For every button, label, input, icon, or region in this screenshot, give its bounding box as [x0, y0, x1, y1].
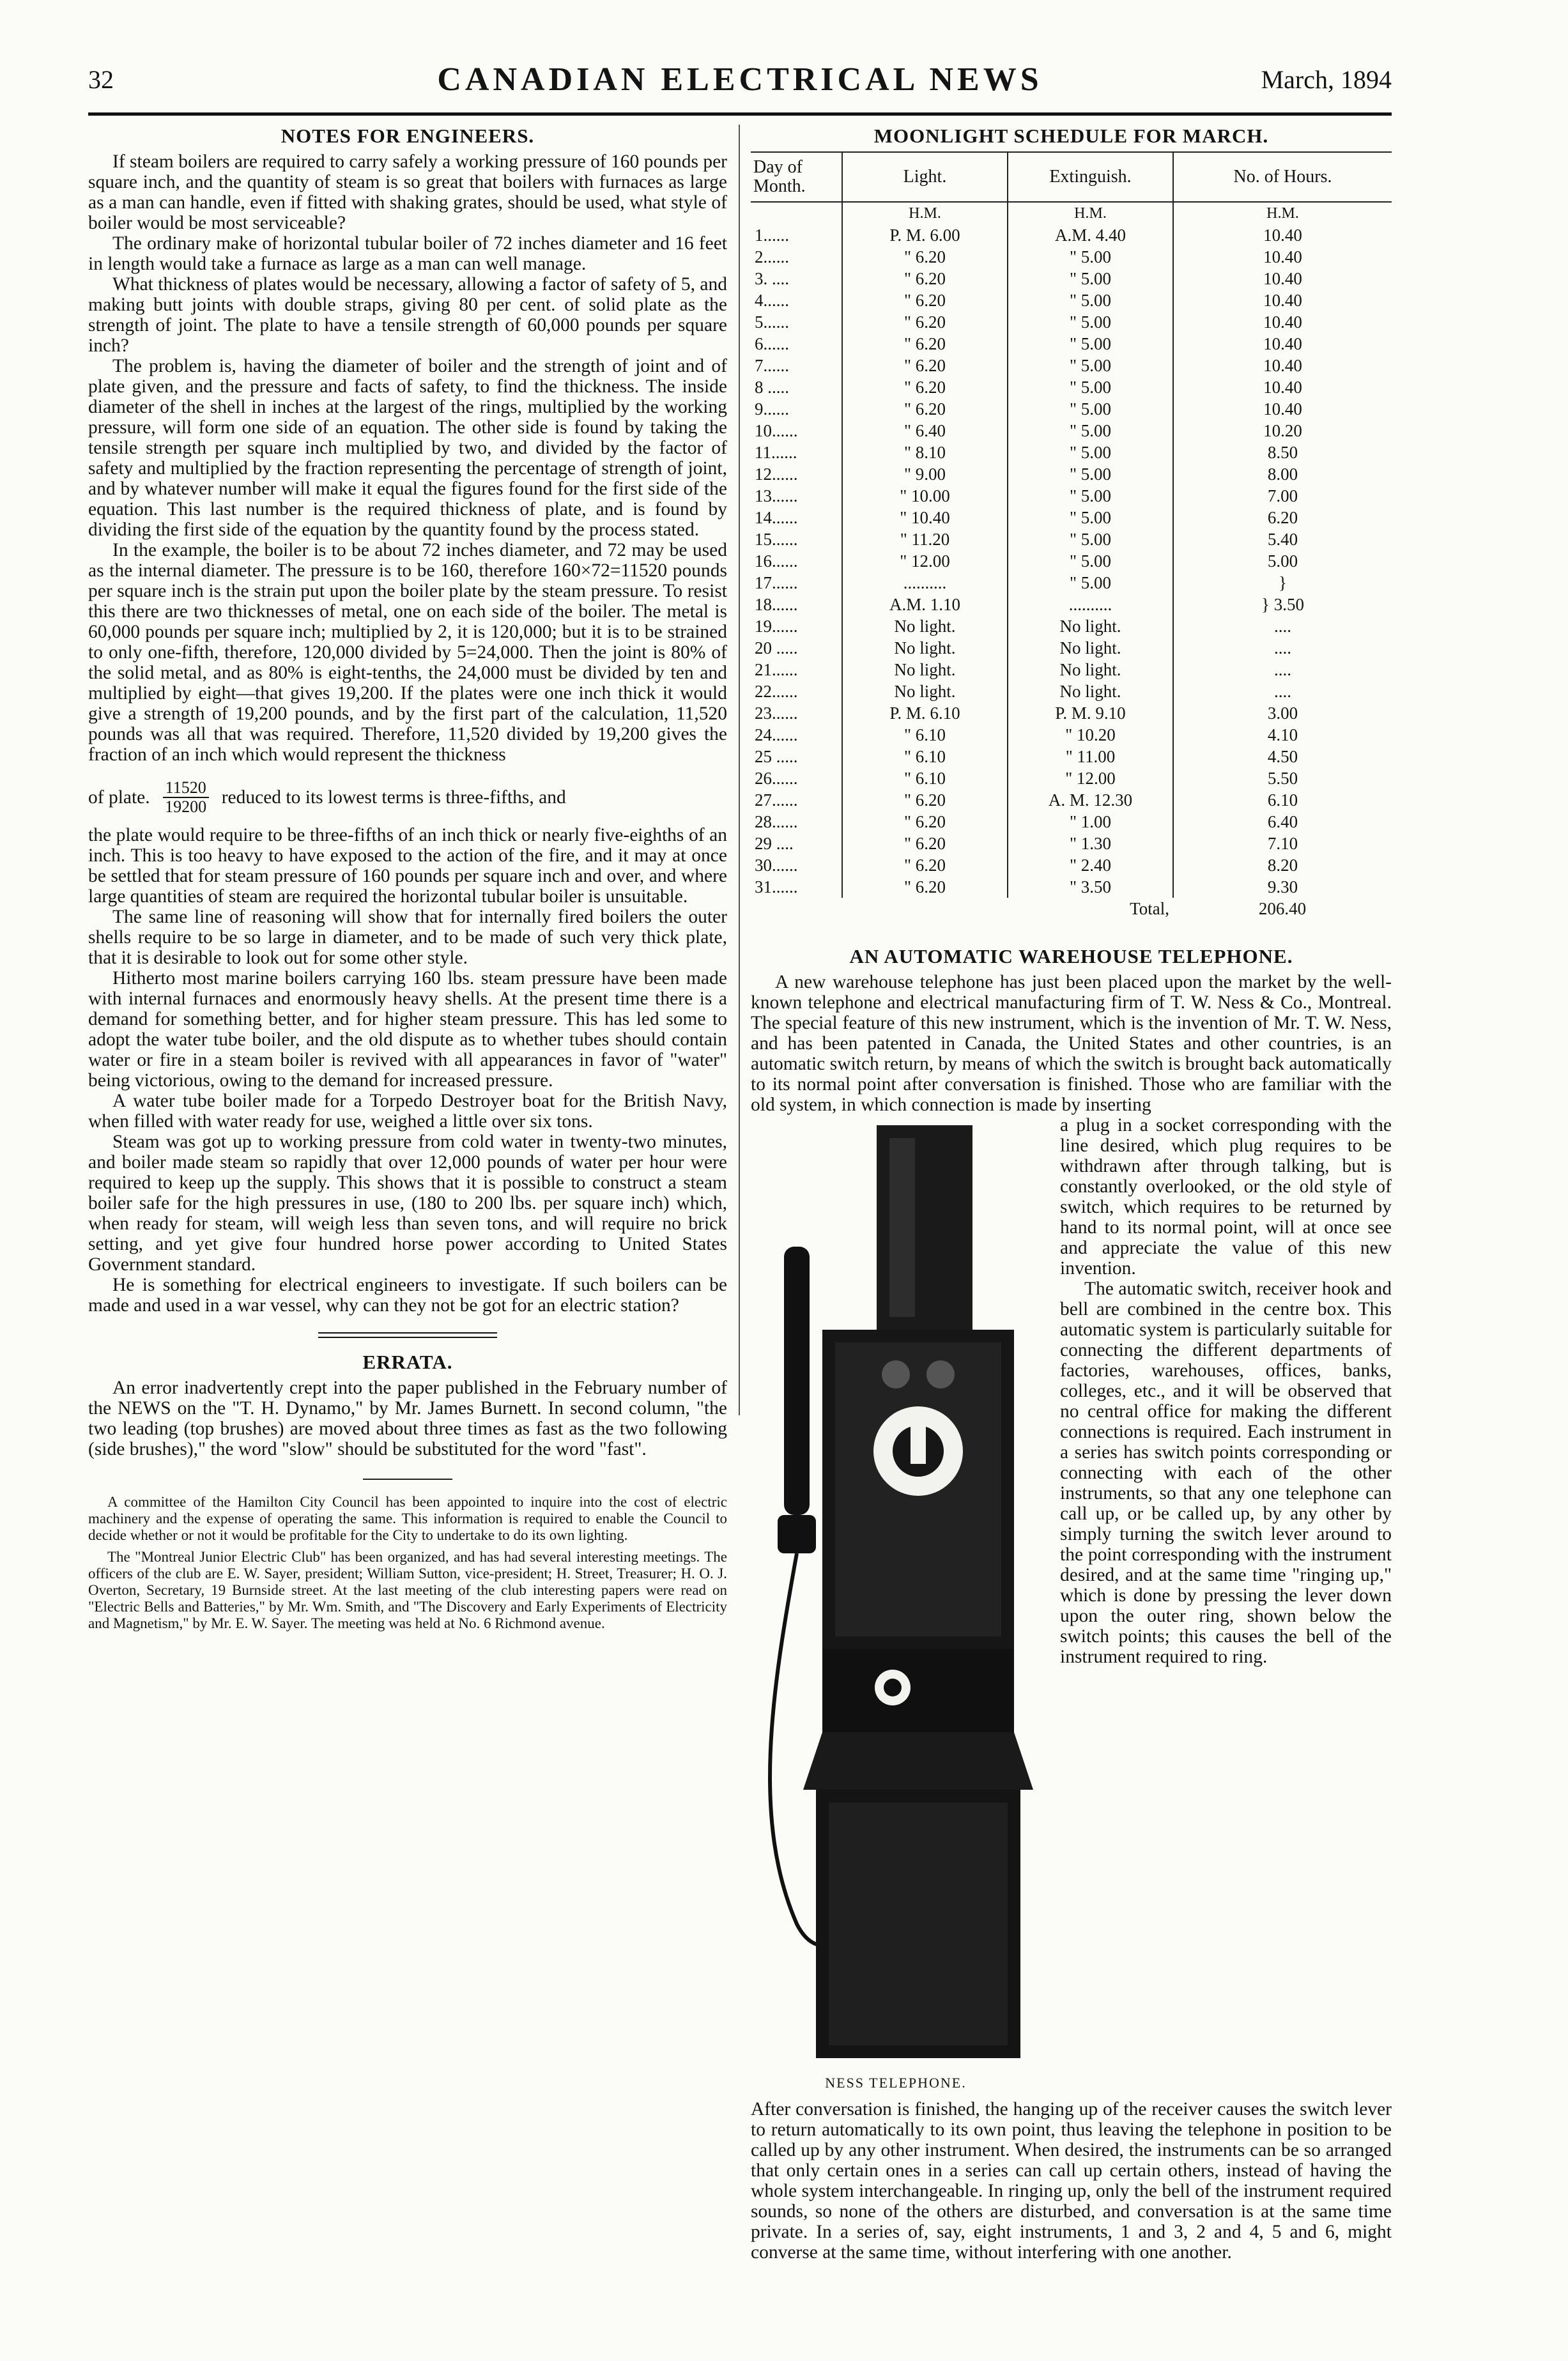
table-cell: " 5.00	[1008, 463, 1173, 485]
total-row	[751, 898, 1392, 919]
table-cell: 6......	[751, 333, 842, 355]
table-cell: " 5.00	[1008, 572, 1173, 594]
header-rule	[88, 112, 1392, 116]
table-cell: 2......	[751, 246, 842, 268]
unit-cell: H.M.	[1266, 205, 1299, 222]
column-header: Light.	[842, 152, 1008, 202]
table-cell: No light.	[842, 659, 1008, 681]
table-row	[751, 659, 1392, 681]
table-cell: 20 .....	[751, 637, 842, 659]
table-cell: 10.40	[1263, 312, 1302, 332]
unit-cell: H.M.	[1008, 202, 1173, 224]
fraction-numerator: 11520	[163, 779, 209, 798]
table-cell: 10.40	[1263, 247, 1302, 266]
table-cell: " 6.20	[842, 268, 1008, 289]
table-row	[751, 789, 1392, 811]
table-row	[751, 420, 1392, 442]
table-cell: " 5.00	[1008, 268, 1173, 289]
table-cell: 8.50	[1267, 443, 1298, 462]
news-note: A committee of the Hamilton City Council has been appointed to inquire into the cost of electric machinery and the expense of operating the same. This information is required to enable the Council to decide whether or not it would be profitable for the City to undertake to do its own lighting.	[88, 1494, 727, 1543]
table-cell: 16......	[751, 550, 842, 572]
table-cell: " 6.20	[842, 789, 1008, 811]
paragraph: What thickness of plates would be necessary, allowing a factor of safety of 5, and making butt joints with double straps, giving 80 per cent. of solid plate as the strength of joint. The plate to have a tensile strength of 60,000 pounds per square inch?	[88, 274, 727, 356]
table-cell: 9......	[751, 398, 842, 420]
errata-text: An error inadvertently crept into the paper published in the February number of the NEWS on the "T. H. Dynamo," by Mr. James Burnett. In second column, "the two leading (top brushes) are moved about three times as fast as the two following (side brushes)," the word "slow" should be substituted for the word "fast".	[88, 1378, 727, 1459]
table-cell: " 8.10	[842, 442, 1008, 463]
table-cell: 24......	[751, 724, 842, 746]
table-cell: " 5.00	[1008, 550, 1173, 572]
table-cell: 4......	[751, 289, 842, 311]
table-row	[751, 746, 1392, 767]
table-cell: " 6.20	[842, 854, 1008, 876]
total-value: 206.40	[1258, 899, 1307, 918]
table-cell: 5......	[751, 311, 842, 333]
table-row	[751, 485, 1392, 507]
table-cell: 14......	[751, 507, 842, 528]
table-row	[751, 463, 1392, 485]
table-row	[751, 289, 1392, 311]
table-cell: " 10.00	[842, 485, 1008, 507]
table-cell: 10.20	[1263, 421, 1302, 440]
table-cell: " 5.00	[1008, 485, 1173, 507]
table-cell: " 6.10	[842, 767, 1008, 789]
table-cell: " 6.10	[842, 746, 1008, 767]
table-row	[751, 376, 1392, 398]
table-cell: " 6.20	[842, 833, 1008, 854]
moonlight-schedule-title: MOONLIGHT SCHEDULE FOR MARCH.	[873, 125, 1269, 147]
table-cell: 5.00	[1267, 551, 1298, 571]
table-cell: " 6.20	[842, 376, 1008, 398]
table-cell: " 6.20	[842, 876, 1008, 898]
table-cell: ....	[1274, 638, 1291, 658]
table-cell: " 5.00	[1008, 355, 1173, 376]
unit-cell: H.M.	[842, 202, 1008, 224]
table-cell: 10.40	[1263, 399, 1302, 419]
table-cell: 8.20	[1267, 856, 1298, 875]
table-cell: " 6.20	[842, 289, 1008, 311]
table-cell: " 6.10	[842, 724, 1008, 746]
table-cell: 4.10	[1267, 725, 1298, 744]
formula-prefix: of plate.	[88, 787, 150, 808]
table-cell: 7......	[751, 355, 842, 376]
column-header: No. of Hours.	[1173, 152, 1392, 202]
table-cell: 28......	[751, 811, 842, 833]
table-cell: " 5.00	[1008, 333, 1173, 355]
table-row	[751, 311, 1392, 333]
table-cell: " 3.50	[1008, 876, 1173, 898]
paragraph: A new warehouse telephone has just been placed upon the market by the well-known telephone and electrical manufacturing firm of T. W. Ness & Co., Montreal. The special feature of this new instrument, which is the invention of Mr. T. W. Ness, and has been patented in Canada, the United States and other countries, is an automatic switch return, by means of which the switch is brought back automatically to its normal point after conversation is finished. Those who are familiar with the old system, in which connection is made by inserting	[751, 972, 1392, 1115]
table-row	[751, 398, 1392, 420]
table-row	[751, 876, 1392, 898]
table-cell: 1......	[751, 224, 842, 246]
table-row	[751, 615, 1392, 637]
table-cell: 22......	[751, 681, 842, 702]
table-cell: 23......	[751, 702, 842, 724]
paragraph: The ordinary make of horizontal tubular boiler of 72 inches diameter and 16 feet in length would take a furnace as large as a man can well manage.	[88, 233, 727, 274]
table-cell: No light.	[842, 615, 1008, 637]
paragraph: the plate would require to be three-fifths of an inch thick or nearly five-eighths of an inch. This is too heavy to have exposed to the action of the fire, and it may at once be settled that for steam pressure of 160 pounds per square inch and over, and where large quantities of steam are required the horizontal tubular boiler is unsuitable.	[88, 825, 727, 907]
total-label: Total,	[1130, 899, 1169, 918]
table-cell: " 12.00	[842, 550, 1008, 572]
table-row	[751, 572, 1392, 594]
table-cell: " 6.40	[842, 420, 1008, 442]
table-cell: " 5.00	[1008, 289, 1173, 311]
table-row	[751, 594, 1392, 615]
table-cell: " 6.20	[842, 355, 1008, 376]
table-cell: 3. ....	[751, 268, 842, 289]
table-cell: " 11.00	[1008, 746, 1173, 767]
column-header: Day of Month.	[751, 152, 842, 202]
paragraph: The problem is, having the diameter of boiler and the strength of joint and of plate given, and the pressure and facts of safety, to find the thickness. The inside diameter of the shell in inches at the largest of the rings, multiplied by the working pressure, will form one side of an equation. The other side is found by taking the tensile strength per square inch multiplied by two, and divided by the factor of safety and multiplied by the fraction representing the percentage of strength of joint, and by whatever number will make it equal the figures found for the first side of the equation. This last number is the required thickness of plate, and is found by dividing the first side of the equation by the quantity found by the process stated.	[88, 356, 727, 540]
warehouse-telephone-article	[751, 945, 1392, 2263]
table-cell: 31......	[751, 876, 842, 898]
table-cell: 4.50	[1267, 747, 1298, 766]
moonlight-schedule-table	[751, 151, 1392, 919]
table-row	[751, 702, 1392, 724]
table-cell: " 6.20	[842, 398, 1008, 420]
formula-suffix: reduced to its lowest terms is three-fifths, and	[221, 787, 566, 808]
paragraph: a plug in a socket corresponding with the line desired, which plug requires to be withdrawn after through talking, but is constantly overlooked, or the old style of switch, which requires to be returned by hand to its normal point, will at once see and appreciate the value of this new invention.	[1060, 1115, 1392, 1279]
fraction	[163, 779, 209, 816]
table-cell: 26......	[751, 767, 842, 789]
table-cell: 7.00	[1267, 486, 1298, 505]
table-cell: " 5.00	[1008, 246, 1173, 268]
figure-caption: NESS TELEPHONE.	[825, 2075, 967, 2091]
table-cell: " 5.00	[1008, 420, 1173, 442]
table-cell: P. M. 6.00	[842, 224, 1008, 246]
masthead	[88, 61, 1392, 111]
table-cell: " 10.20	[1008, 724, 1173, 746]
table-cell: " 6.20	[842, 333, 1008, 355]
issue-date: March, 1894	[1261, 65, 1392, 94]
table-cell: ....	[1274, 682, 1291, 701]
telephone-illustration-icon	[746, 1119, 1046, 2071]
table-cell: " 5.00	[1008, 376, 1173, 398]
table-cell: No light.	[1008, 615, 1173, 637]
table-cell: " 1.00	[1008, 811, 1173, 833]
table-cell: " 12.00	[1008, 767, 1173, 789]
table-cell: No light.	[1008, 637, 1173, 659]
table-cell: 27......	[751, 789, 842, 811]
table-cell: 13......	[751, 485, 842, 507]
table-cell: No light.	[842, 681, 1008, 702]
warehouse-telephone-title: AN AUTOMATIC WAREHOUSE TELEPHONE.	[849, 945, 1293, 967]
table-row	[751, 442, 1392, 463]
notes-for-engineers-title: NOTES FOR ENGINEERS.	[281, 125, 535, 147]
unit-cell	[751, 202, 842, 224]
table-row	[751, 767, 1392, 789]
table-cell: A. M. 12.30	[1008, 789, 1173, 811]
table-row	[751, 355, 1392, 376]
paragraph: If steam boilers are required to carry safely a working pressure of 160 pounds per square inch, and the quantity of steam is so great that boilers with furnaces as large as a man can handle, even if fitted with shaking grates, should be used, what style of boiler would be most serviceable?	[88, 151, 727, 233]
table-cell: ..........	[1008, 594, 1173, 615]
table-header-row	[751, 152, 1392, 202]
paragraph: A water tube boiler made for a Torpedo Destroyer boat for the British Navy, when filled with water ready for use, weighed a little over six tons.	[88, 1091, 727, 1132]
ness-telephone-figure	[746, 1119, 1046, 2096]
table-cell: 18......	[751, 594, 842, 615]
table-cell: 8.00	[1267, 465, 1298, 484]
table-cell: 5.40	[1267, 530, 1298, 549]
table-cell: 10......	[751, 420, 842, 442]
table-cell: " 6.20	[842, 311, 1008, 333]
publication-title: CANADIAN ELECTRICAL NEWS	[437, 61, 1043, 98]
table-cell: 11......	[751, 442, 842, 463]
table-cell: 10.40	[1263, 226, 1302, 245]
right-column	[751, 125, 1392, 2263]
table-cell: 25 .....	[751, 746, 842, 767]
paragraph: Steam was got up to working pressure from cold water in twenty-two minutes, and boiler made steam so rapidly that over 12,000 pounds of water per hour were required to keep up the supply. This shows that it is possible to construct a steam boiler safe for the high pressures in use, (180 to 200 lbs. per square inch) which, when ready for steam, will weigh less than seven tons, and will require no brick setting, and yet give four hundred horse power according to United States Government standard.	[88, 1132, 727, 1275]
paragraph: In the example, the boiler is to be about 72 inches diameter, and 72 may be used as the internal diameter. The pressure is to be 160, therefore 160×72=11520 pounds per square inch is the strain put upon the boiler plate by the steam pressure. To resist this there are two thicknesses of metal, one on each side of the boiler. The metal is 60,000 pounds per square inch; multiplied by 2, it is 120,000; but it is to be strained to only one-fifth, therefore, 120,000 divided by 5=24,000. Then the joint is 80% of the solid metal, and as 80% is eight-tenths, the 24,000 must be divided by ten and multiplied by eight—that gives 19,200. If the plates were one inch thick it would give a strength of 19,200 pounds, and by the first part of the calculation, 11,520 pounds was all that was required. Therefore, 11,520 divided by 19,200 gives the fraction of an inch which would represent the thickness	[88, 540, 727, 765]
table-cell: " 5.00	[1008, 528, 1173, 550]
table-cell: 30......	[751, 854, 842, 876]
table-row	[751, 246, 1392, 268]
news-note: The "Montreal Junior Electric Club" has been organized, and has had several interesting meetings. The officers of the club are E. W. Sayer, president; William Sutton, vice-president; H. Street, Treasurer; H. O. J. Overton, Secretary, 19 Burnside street. At the last meeting of the club interesting papers were read on "Electric Bells and Batteries," by Mr. Wm. Smith, and "The Discovery and Early Experiments of Electricity and Magnetism," by Mr. E. W. Sayer. The meeting was held at No. 6 Richmond avenue.	[88, 1549, 727, 1631]
thickness-formula	[88, 779, 727, 816]
units-row	[751, 202, 1392, 224]
paragraph: The same line of reasoning will show that for internally fired boilers the outer shells require to be so large in diameter, and to be made of such very thick plate, that it is desirable to look out for some other style.	[88, 907, 727, 968]
table-cell: P. M. 6.10	[842, 702, 1008, 724]
table-row	[751, 833, 1392, 854]
figure-wrap	[751, 1115, 1392, 2099]
table-row	[751, 528, 1392, 550]
table-cell: 29 ....	[751, 833, 842, 854]
left-column	[88, 125, 727, 1637]
table-cell: P. M. 9.10	[1008, 702, 1173, 724]
table-cell: 7.10	[1267, 834, 1298, 853]
table-cell: 8 .....	[751, 376, 842, 398]
table-cell: }	[1279, 573, 1287, 592]
table-cell: ....	[1274, 660, 1291, 679]
paragraph: He is something for electrical engineers to investigate. If such boilers can be made and used in a war vessel, why can they not be got for an electric station?	[88, 1275, 727, 1316]
table-cell: " 2.40	[1008, 854, 1173, 876]
table-cell: No light.	[842, 637, 1008, 659]
table-cell: 6.10	[1267, 790, 1298, 810]
table-cell: 6.40	[1267, 812, 1298, 831]
table-cell: " 6.20	[842, 246, 1008, 268]
table-cell: No light.	[1008, 659, 1173, 681]
table-cell: " 5.00	[1008, 442, 1173, 463]
table-cell: " 6.20	[842, 811, 1008, 833]
table-cell: 12......	[751, 463, 842, 485]
table-cell: A.M. 1.10	[842, 594, 1008, 615]
news-notes	[88, 1494, 727, 1632]
table-cell: } 3.50	[1261, 595, 1304, 614]
table-cell: ....	[1274, 617, 1291, 636]
fraction-denominator: 19200	[165, 797, 207, 816]
column-rule	[739, 125, 740, 1415]
table-cell: 10.40	[1263, 356, 1302, 375]
table-row	[751, 268, 1392, 289]
table-cell: " 1.30	[1008, 833, 1173, 854]
table-cell: 15......	[751, 528, 842, 550]
table-row	[751, 637, 1392, 659]
table-cell: 10.40	[1263, 378, 1302, 397]
table-cell: " 11.20	[842, 528, 1008, 550]
table-row	[751, 724, 1392, 746]
paragraph: Hitherto most marine boilers carrying 160 lbs. steam pressure have been made with internal furnaces and enormously heavy shells. At the present time there is a demand for something better, and for higher steam pressure. This has led some to adopt the water tube boiler, and the old dispute as to whether tubes should contain water or fire in a steam boiler is revived with all appearances in favor of "water" being victorious, owing to the demand for increased pressure.	[88, 968, 727, 1091]
table-cell: 6.20	[1267, 508, 1298, 527]
table-cell: 9.30	[1267, 877, 1298, 896]
table-cell: 19......	[751, 615, 842, 637]
table-cell: 10.40	[1263, 269, 1302, 288]
table-cell: 3.00	[1267, 704, 1298, 723]
table-cell: " 5.00	[1008, 311, 1173, 333]
table-cell: A.M. 4.40	[1008, 224, 1173, 246]
table-cell: ..........	[842, 572, 1008, 594]
paragraph: The automatic switch, receiver hook and bell are combined in the centre box. This automatic system is particularly suitable for connecting the different departments of factories, warehouses, offices, banks, colleges, etc., and it will be observed that no central office for making the different connections is required. Each instrument in a series has switch points corresponding or connecting with each of the other instruments, so that any one telephone can call up, or be called up, by any other by simply turning the switch lever around to the point corresponding with the instrument desired, and at the same time "ringing up," which is done by pressing the lever down upon the outer ring, shown below the switch points; this causes the bell of the instrument required to ring.	[1060, 1279, 1392, 1667]
table-cell: " 10.40	[842, 507, 1008, 528]
table-cell: 17......	[751, 572, 842, 594]
table-row	[751, 811, 1392, 833]
table-cell: " 5.00	[1008, 507, 1173, 528]
table-cell: " 5.00	[1008, 398, 1173, 420]
table-cell: 10.40	[1263, 291, 1302, 310]
table-row	[751, 681, 1392, 702]
table-cell: 21......	[751, 659, 842, 681]
page-number: 32	[88, 65, 114, 94]
table-row	[751, 507, 1392, 528]
table-cell: No light.	[1008, 681, 1173, 702]
table-row	[751, 333, 1392, 355]
table-row	[751, 854, 1392, 876]
paragraph: After conversation is finished, the hanging up of the receiver causes the switch lever to return automatically to its own point, thus leaving the telephone in position to be called up by any other instrument. When desired, the instruments can be so arranged that only certain ones in a series can call up certain others, instead of having the whole system interchangeable. In ringing up, only the bell of the instrument required sounds, so none of the others are disturbed, and conversation is at the same time private. In a series of, say, eight instruments, 1 and 3, 2 and 4, 5 and 6, might converse at the same time, without interfering with one another.	[751, 2099, 1392, 2263]
column-header: Extinguish.	[1008, 152, 1173, 202]
table-cell: 5.50	[1267, 769, 1298, 788]
section-divider	[363, 1479, 452, 1480]
table-cell: 10.40	[1263, 334, 1302, 353]
table-row	[751, 224, 1392, 246]
section-divider	[318, 1332, 497, 1338]
table-row	[751, 550, 1392, 572]
table-body	[751, 202, 1392, 898]
table-cell: " 9.00	[842, 463, 1008, 485]
errata-title: ERRATA.	[362, 1351, 453, 1373]
